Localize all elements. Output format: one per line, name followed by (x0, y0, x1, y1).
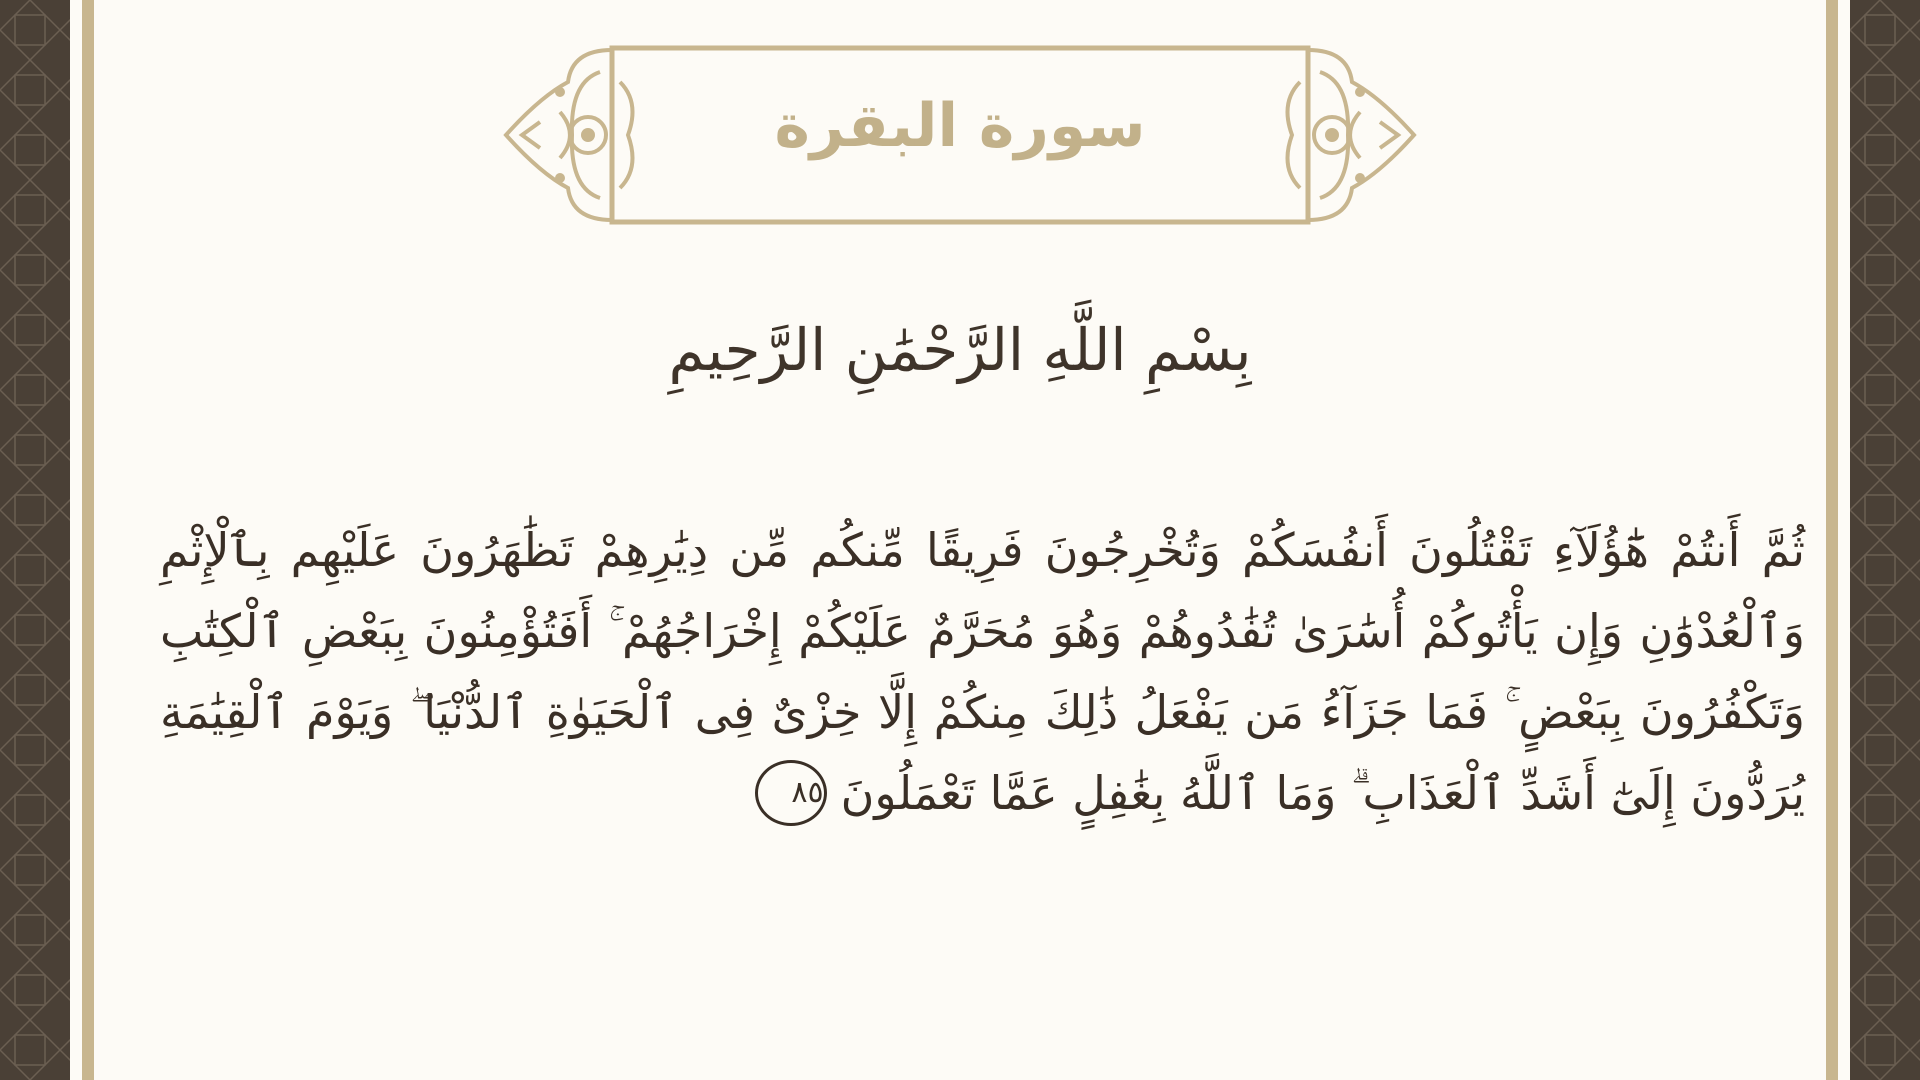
surah-title: سورة البقرة (774, 91, 1146, 161)
verse-text: ثُمَّ أَنتُمْ هَٰٓؤُلَآءِ تَقْتُلُونَ أَنفُسَكُمْ وَتُخْرِجُونَ فَرِيقًا مِّنكُم مِّن دِيَٰرِهِمْ تَظَٰهَرُونَ عَلَيْهِم بِٱلْإِثْمِ وَٱلْعُدْوَٰنِ وَإِن يَأْتُوكُمْ أُسَٰرَىٰ تُفَٰدُوهُمْ وَهُوَ مُحَرَّمٌ عَلَيْكُمْ إِخْرَاجُهُمْ ۚ أَفَتُؤْمِنُونَ بِبَعْضِ ٱلْكِتَٰبِ وَتَكْفُرُونَ بِبَعْضٍ ۚ فَمَا جَزَآءُ مَن يَفْعَلُ ذَٰلِكَ مِنكُمْ إِلَّا خِزْىٌ فِى ٱلْحَيَوٰةِ ٱلدُّنْيَا ۖ وَيَوْمَ ٱلْقِيَٰمَةِ يُرَدُّونَ إِلَىٰٓ أَشَدِّ ٱلْعَذَابِ ۗ وَمَا ٱللَّهُ بِغَٰفِلٍ عَمَّا تَعْمَلُونَ (160, 523, 1805, 820)
surah-header-cartouche (500, 42, 1420, 228)
left-gold-rule (82, 0, 94, 1080)
left-ornamental-border (0, 0, 70, 1080)
right-ornamental-border (1850, 0, 1920, 1080)
right-gold-rule (1826, 0, 1838, 1080)
ayah-number-marker: ٨٥ (755, 760, 827, 826)
basmala: بِسْمِ اللَّهِ الرَّحْمَٰنِ الرَّحِيمِ (668, 316, 1252, 384)
verse-text-block (160, 510, 1805, 834)
